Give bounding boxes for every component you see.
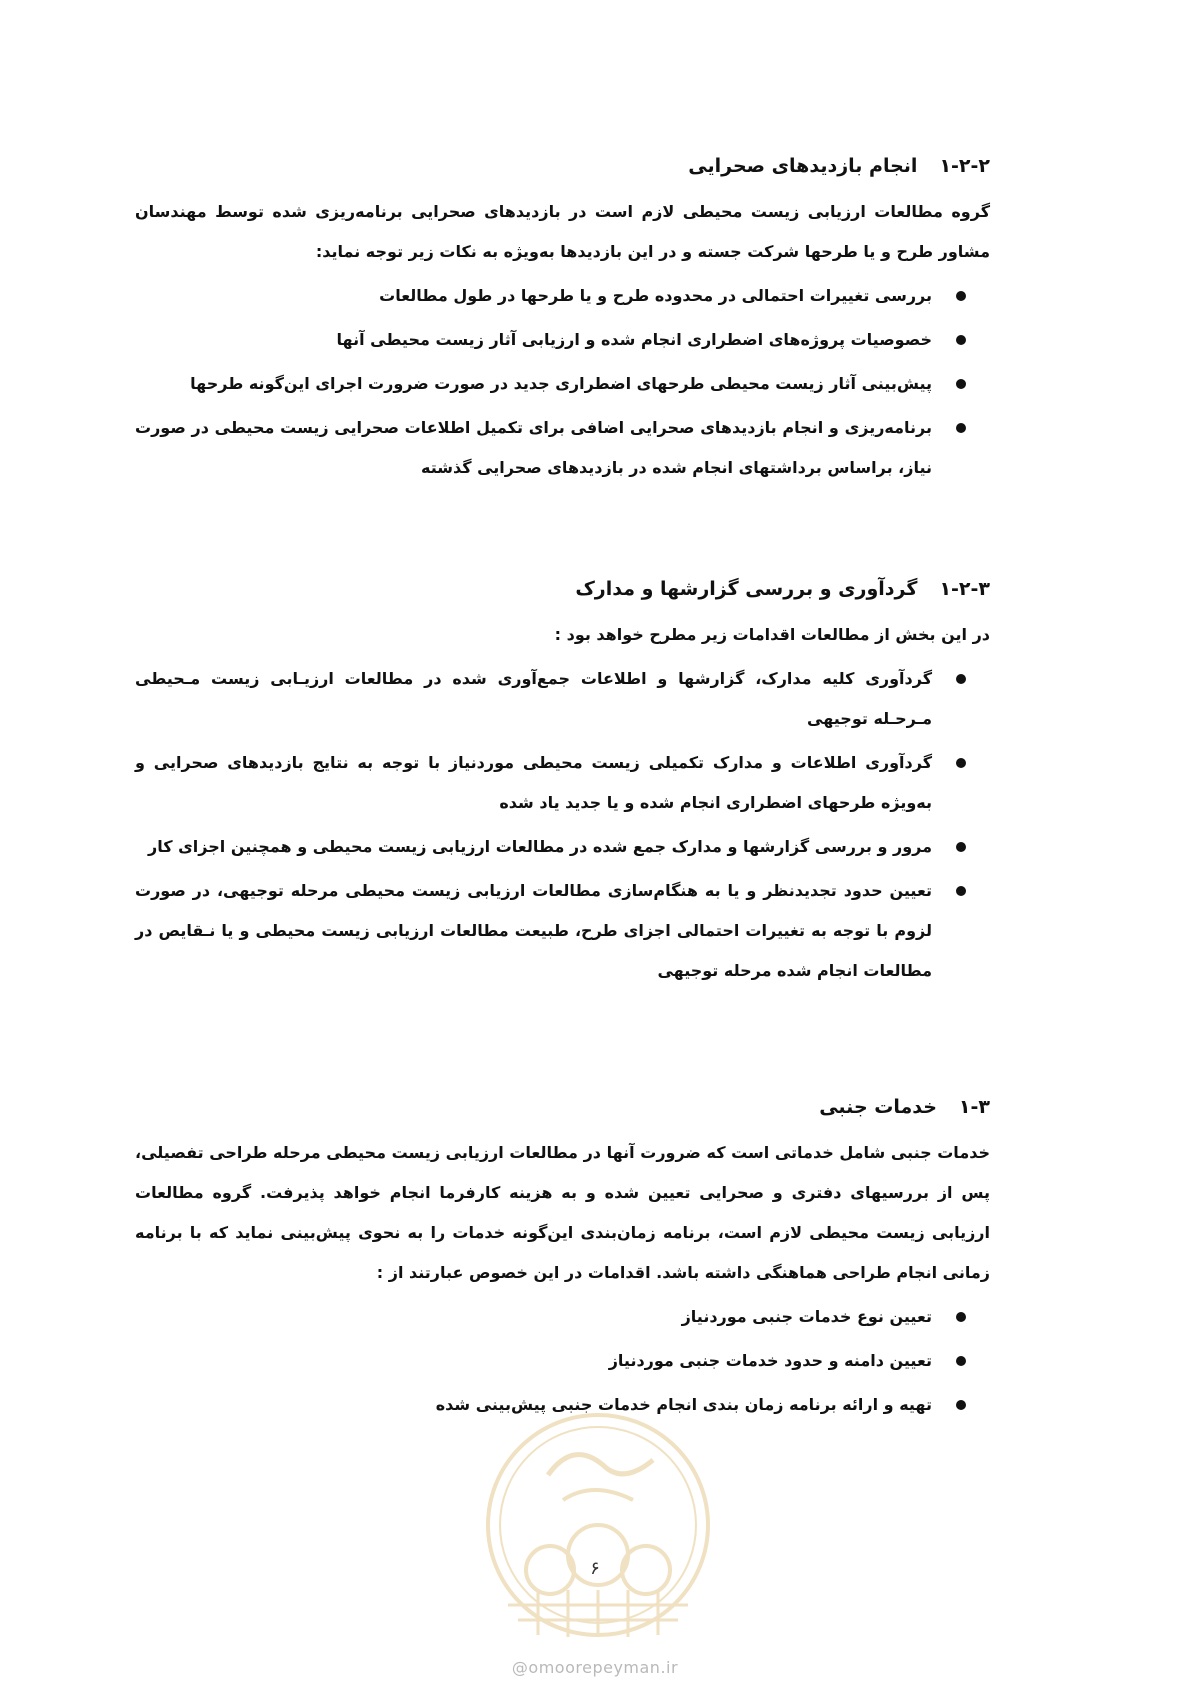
section-auxiliary-services (135, 1093, 990, 1429)
section-field-visits (135, 152, 990, 492)
list-item: گردآوری کلیه مدارک، گزارشها و اطلاعات جمع‌آوری شده در مطالعات ارزیـابی زیست مـحیطی مـرحـله توجیهی (135, 659, 932, 739)
section-number: ۱-۳ (958, 1096, 990, 1118)
list-item: برنامه‌ریزی و انجام بازدیدهای صحرایی اضافی برای تکمیل اطلاعات صحرایی زیست محیطی در صورت نیاز، براساس برداشتهای انجام شده در بازدیدهای صحرایی گذشته (135, 408, 932, 488)
list-item: تعیین نوع خدمات جنبی موردنیاز (135, 1297, 932, 1337)
paragraph: خدمات جنبی شامل خدماتی است که ضرورت آنها در مطالعات ارزیابی زیست محیطی مرحله طراحی تفصیلی، پس از بررسیهای دفتری و صحرایی تعیین شده و به هزینه کارفرما انجام خواهد پذیرفت. گروه مطالعات ارزیابی زیست محیطی لازم است، برنامه زمان‌بندی این‌گونه خدمات را به نحوی پیش‌بینی نماید که با برنامه زمانی انجام طراحی هماهنگی داشته باشد. اقدامات در این خصوص عبارتند از : (135, 1143, 990, 1282)
paragraph: در این بخش از مطالعات اقدامات زیر مطرح خواهد بود : (554, 625, 990, 644)
section-title: انجام بازدیدهای صحرایی (688, 155, 918, 177)
section-title: خدمات جنبی (819, 1096, 937, 1118)
bullet-list (135, 276, 990, 488)
section-reports-collection (135, 575, 990, 995)
page-number: ۶ (590, 1558, 600, 1579)
list-item: خصوصیات پروژه‌های اضطراری انجام شده و ارزیابی آثار زیست محیطی آنها (135, 320, 932, 360)
list-item: تهیه و ارائه برنامه زمان بندی انجام خدمات جنبی پیش‌بینی شده (135, 1385, 932, 1425)
section-heading (135, 1093, 990, 1121)
list-item: تعیین حدود تجدیدنظر و یا به هنگام‌سازی مطالعات ارزیابی زیست محیطی مرحله توجیهی، در صورت لزوم با توجه به تغییرات احتمالی اجزای طرح، طبیعت مطالعات ارزیابی زیست محیطی و یا نـقایص در مطالعات انجام شده مرحله توجیهی (135, 871, 932, 991)
list-item: پیش‌بینی آثار زیست محیطی طرحهای اضطراری جدید در صورت ضرورت اجرای این‌گونه طرحها (135, 364, 932, 404)
list-item: بررسی تغییرات احتمالی در محدوده طرح و یا طرحها در طول مطالعات (135, 276, 932, 316)
omoore-peyman-seal-icon (478, 1405, 718, 1645)
footer-site: @omoorepeyman.ir (511, 1658, 679, 1677)
section-number: ۱-۲-۳ (939, 578, 990, 600)
bullet-list (135, 659, 990, 991)
section-heading (135, 575, 990, 603)
paragraph: گروه مطالعات ارزیابی زیست محیطی لازم است در بازدیدهای صحرایی برنامه‌ریزی شده توسط مهندسان مشاور طرح و یا طرحها شرکت جسته و در این بازدیدها به‌ویژه به نکات زیر توجه نماید: (135, 202, 990, 261)
section-number: ۱-۲-۲ (939, 155, 990, 177)
section-title: گردآوری و بررسی گزارشها و مدارک (575, 578, 918, 600)
list-item: گردآوری اطلاعات و مدارک تکمیلی زیست محیطی موردنیاز با توجه به نتایج بازدیدهای صحرایی و به‌ویژه طرحهای اضطراری انجام شده و یا جدید یاد شده (135, 743, 932, 823)
list-item: تعیین دامنه و حدود خدمات جنبی موردنیاز (135, 1341, 932, 1381)
section-heading (135, 152, 990, 180)
list-item: مرور و بررسی گزارشها و مدارک جمع شده در مطالعات ارزیابی زیست محیطی و همچنین اجزای کار (135, 827, 932, 867)
